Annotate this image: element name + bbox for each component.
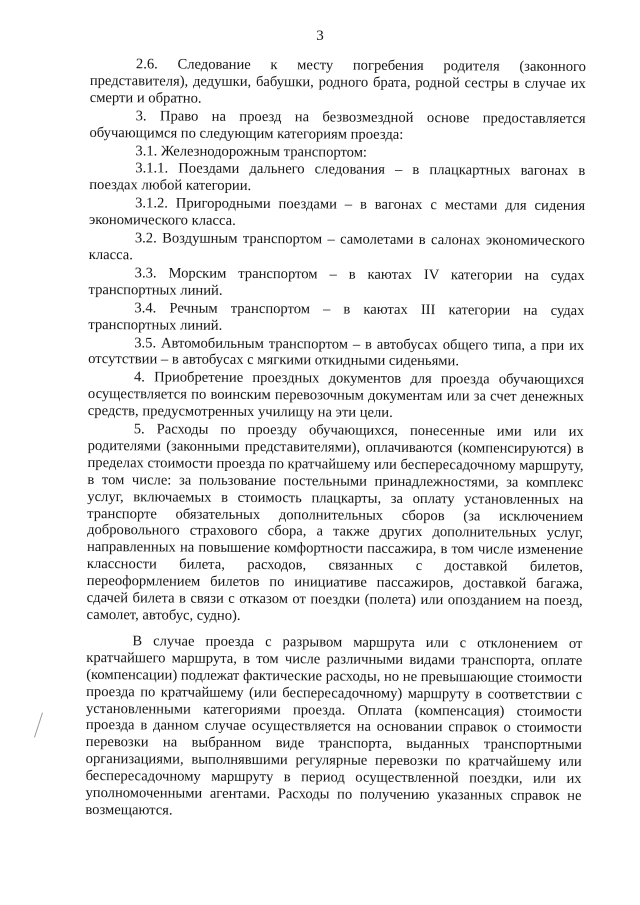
paragraph-3: 3. Право на проезд на безвозмездной основе предоставляется обучающимся по следующим категориям проезда:: [89, 107, 586, 143]
pen-mark: [34, 712, 43, 737]
paragraph-2-6: 2.6. Следование к месту погребения родителя (законного представителя), дедушки, бабушки, родного брата, родной сестры в случае их смерти и обратно.: [89, 56, 586, 107]
page-number: 3: [316, 28, 324, 44]
paragraph-3-3: 3.3. Морским транспортом – в каютах IV категории на судах транспортных линий.: [88, 265, 585, 299]
paragraph-3-2: 3.2. Воздушным транспортом – самолетами в салонах экономического класса.: [88, 230, 585, 264]
paragraph-3-1: 3.1. Железнодорожным транспортом:: [135, 142, 368, 161]
paragraph-route-deviation: В случае проезда с разрывом маршрута или с отклонением от кратчайшего маршрута, в том числе различными видами транспорта, оплате (компенсации) подлежат фактические расходы, но не превышающие стоимости проезда по кратчайшему (или беспересадочному) маршруту в соответствии с установленными категориями проезда. Оплата (компенсация) стоимости проезда в данном случае осуществляется на основании справок о стоимости перевозки на выбранном виде транспорта, выданных транспортными организациями, выполнявшими регулярные перевозки по кратчайшему или беспересадочному маршруту в период осуществленной поездки, или их уполномоченными агентами. Расходы по получению указанных справок не возмещаются.: [85, 633, 583, 819]
paragraph-4: 4. Приобретение проездных документов для проезда обучающихся осуществляется по воинским перевозочным документам или за счет денежных средств, предусмотренных училищу на эти цели.: [87, 369, 585, 421]
paragraph-3-5: 3.5. Автомобильным транспортом – в автобусах общего типа, а при их отсутствии – в автобусах с мягкими откидными сиденьями.: [88, 334, 585, 370]
paragraph-5: 5. Расходы по проезду обучающихся, понесенные ими или их родителями (законными представителями), оплачиваются (компенсируются) в пределах стоимости проезда по кратчайшему или беспересадочному маршруту, в том числе: за пользование постельными принадлежностями, за комплекс услуг, включаемых в стоимость плацкарты, за оплату установленных на транспорте обязательных дополнительных сборов (за исключением добровольного страхового сбора, а также других дополнительных услуг, направленных на повышение комфортности пассажира, в том числе изменение классности билета, расходов, связанных с доставкой билетов, переоформлением билетов по инициативе пассажиров, доставкой багажа, сдачей билета в связи с отказом от поездки (полета) или опозданием на поезд, самолет, автобус, судно).: [86, 421, 584, 624]
paragraph-3-1-1: 3.1.1. Поездами дальнего следования – в плацкартных вагонах в поездах любой категории.: [89, 160, 586, 195]
paragraph-3-1-2: 3.1.2. Пригородными поездами – в вагонах с местами для сидения экономического класса.: [88, 195, 586, 230]
paragraph-3-4: 3.4. Речным транспортом – в каютах III категории на судах транспортных линий.: [88, 299, 585, 334]
document-body: [85, 56, 586, 823]
